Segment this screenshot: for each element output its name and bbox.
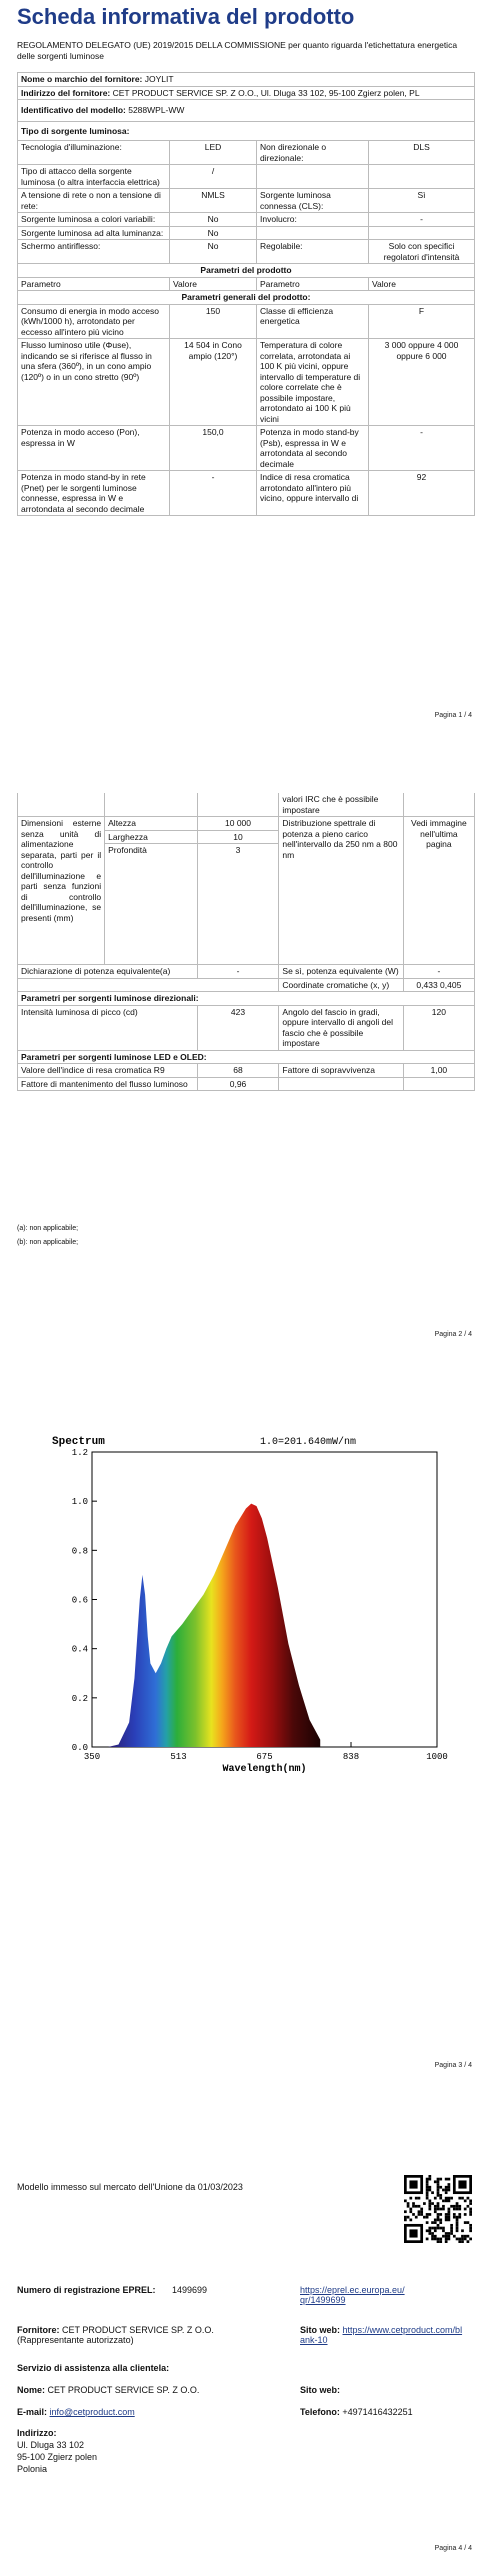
x-tick-label: 838	[342, 1752, 360, 1762]
table-cell: 14 504 in Cono ampio (120°)	[170, 339, 257, 426]
table-cell: DLS	[369, 141, 475, 165]
led-header: Parametri per sorgenti luminose LED e OLED:	[18, 1050, 475, 1064]
y-tick-label: 0.6	[71, 1595, 88, 1606]
params-header: Parametri del prodotto	[18, 264, 475, 278]
table-cell: Non direzionale o direzionale:	[257, 141, 369, 165]
table-cell: Dimensioni esterne senza unità di alimentazione separata, parti per il controllo dell'illuminazione e parti senza funzioni di controllo dell'illuminazione, se presenti (mm)	[18, 817, 105, 965]
table-cell: Solo con specifici regolatori d'intensità	[369, 240, 475, 264]
table-cell: Angolo del fascio in gradi, oppure intervallo di angoli del fascio che è possibile impostare	[279, 1005, 403, 1050]
table-cell: Coordinate cromatiche (x, y)	[279, 978, 403, 992]
market-line: Modello immesso sul mercato dell'Unione da 01/03/2023	[17, 2182, 243, 2192]
table-cell: Se sì, potenza equivalente (W)	[279, 965, 403, 979]
table-cell: Tecnologia d'illuminazione:	[18, 141, 170, 165]
spectrum-area	[92, 1452, 437, 1747]
column-header: Parametro	[257, 277, 369, 291]
addr-label: Indirizzo:	[17, 2428, 57, 2438]
table-cell: -	[170, 471, 257, 516]
chart-title: Spectrum	[52, 1436, 105, 1448]
x-tick-label: 675	[256, 1752, 273, 1762]
y-tick-label: 0.2	[71, 1693, 88, 1704]
page-3	[0, 1430, 482, 2080]
page-1	[0, 0, 482, 725]
table-cell: 150	[170, 304, 257, 339]
table-cell: Classe di efficienza energetica	[257, 304, 369, 339]
addr-line-1: Ul. Dluga 33 102	[17, 2440, 85, 2450]
dimensions-table	[17, 793, 475, 1091]
table-cell: valori IRC che è possibile impostare	[279, 793, 403, 817]
directional-header: Parametri per sorgenti luminose direzionali:	[18, 992, 475, 1006]
column-header: Parametro	[18, 277, 170, 291]
table-cell: Sorgente luminosa connessa (CLS):	[257, 189, 369, 213]
table-cell: A tensione di rete o non a tensione di rete:	[18, 189, 170, 213]
table-cell: Temperatura di colore correlata, arrotondata ai 100 K più vicini, oppure intervallo di temperature di colore correlate che è possibile impostare, arrotondato ai 100 K più vicini	[257, 339, 369, 426]
site-label: Sito web:	[300, 2325, 340, 2335]
table-cell: Fattore di sopravvivenza	[279, 1064, 403, 1078]
table-cell: No	[170, 213, 257, 227]
table-cell: Sorgente luminosa a colori variabili:	[18, 213, 170, 227]
column-header: Valore	[170, 277, 257, 291]
brand-label: Nome o marchio del fornitore:	[21, 74, 143, 84]
table-cell: Larghezza	[105, 830, 197, 844]
eprel-label: Numero di registrazione EPREL:	[17, 2285, 156, 2295]
table-cell: Sì	[369, 189, 475, 213]
brand-value: JOYLIT	[144, 74, 174, 84]
footnote-a: (a): non applicabile;	[17, 1225, 79, 1232]
table-cell: Regolabile:	[257, 240, 369, 264]
table-cell: No	[170, 226, 257, 240]
table-cell: Fattore di mantenimento del flusso luminoso	[18, 1077, 198, 1091]
table-cell: 150,0	[170, 426, 257, 471]
table-cell: -	[403, 965, 474, 979]
service-header: Servizio di assistenza alla clientela:	[17, 2363, 170, 2373]
name-value: CET PRODUCT SERVICE SP. Z O.O.	[47, 2385, 200, 2395]
table-cell: -	[197, 965, 279, 979]
email-link[interactable]: info@cetproduct.com	[49, 2407, 135, 2417]
table-cell: Potenza in modo stand-by in rete (Pnet) per le sorgenti luminose connesse, espressa in W e arrotondata al secondo decimale	[18, 471, 170, 516]
source-type-header: Tipo di sorgente luminosa:	[18, 121, 475, 141]
table-cell: 10 000	[197, 817, 279, 831]
table-cell: 423	[197, 1005, 279, 1050]
page-number: Pagina 1 / 4	[434, 712, 472, 719]
x-tick-label: 513	[170, 1752, 187, 1762]
table-cell: Indice di resa cromatica arrotondato all'intero più vicino, oppure intervallo di	[257, 471, 369, 516]
table-cell: 0,96	[197, 1077, 279, 1091]
phone-label: Telefono:	[300, 2407, 340, 2417]
table-cell: 10	[197, 830, 279, 844]
site2-label: Sito web:	[300, 2385, 340, 2395]
table-cell: Potenza in modo acceso (Pon), espressa in W	[18, 426, 170, 471]
table-cell: Vedi immagine nell'ultima pagina	[403, 817, 474, 965]
column-header: Valore	[369, 277, 475, 291]
table-cell: Altezza	[105, 817, 197, 831]
table-cell: Consumo di energia in modo acceso (kWh/1000 h), arrotondato per eccesso all'intero più vicino	[18, 304, 170, 339]
qr-code-icon	[404, 2175, 472, 2243]
spectrum-chart	[52, 1430, 452, 1780]
table-cell: NMLS	[170, 189, 257, 213]
addr-line-3: Polonia	[17, 2464, 48, 2474]
eprel-link[interactable]: https://eprel.ec.europa.eu/qr/1499699	[300, 2285, 405, 2305]
site-link[interactable]: https://www.cetproduct.com/blank-10	[300, 2325, 463, 2345]
phone-value: +4971416432251	[342, 2407, 413, 2417]
table-cell: Schermo antiriflesso:	[18, 240, 170, 264]
table-cell: 3	[197, 844, 279, 965]
model-value: 5288WPL-WW	[128, 105, 185, 115]
name-label: Nome:	[17, 2385, 46, 2395]
table-cell: Potenza in modo stand-by (Psb), espressa in W e arrotondata al secondo decimale	[257, 426, 369, 471]
eprel-value: 1499699	[172, 2285, 208, 2295]
table-cell: Profondità	[105, 844, 197, 965]
table-cell: Sorgente luminosa ad alta luminanza:	[18, 226, 170, 240]
page-2	[0, 793, 482, 1353]
table-cell: F	[369, 304, 475, 339]
supplier-label: Fornitore:	[17, 2325, 60, 2335]
x-tick-label: 1000	[426, 1752, 448, 1762]
table-cell: Distribuzione spettrale di potenza a pieno carico nell'intervallo da 250 nm a 800 nm	[279, 817, 403, 965]
table-cell: 120	[403, 1005, 474, 1050]
y-tick-label: 1.2	[71, 1448, 88, 1458]
table-cell: Tipo di attacco della sorgente luminosa (o altra interfaccia elettrica)	[18, 165, 170, 189]
page-number: Pagina 3 / 4	[434, 2062, 472, 2069]
supplier-value: CET PRODUCT SERVICE SP. Z O.O. (Rappresentante autorizzato)	[17, 2325, 214, 2345]
x-axis-label: Wavelength(nm)	[222, 1764, 307, 1775]
footnote-b: (b): non applicabile;	[17, 1239, 79, 1246]
table-cell: -	[369, 426, 475, 471]
table-cell: 1,00	[403, 1064, 474, 1078]
table-cell: Dichiarazione di potenza equivalente(a)	[18, 965, 198, 979]
table-cell: Involucro:	[257, 213, 369, 227]
address-value: CET PRODUCT SERVICE SP. Z O.O., Ul. Dluga 33 102, 95-100 Zgierz polen, PL	[112, 87, 420, 98]
table-cell: 0,433 0,405	[403, 978, 474, 992]
supplier-table	[17, 72, 475, 516]
table-cell: LED	[170, 141, 257, 165]
chart-annotation: 1.0=201.640mW/nm	[260, 1437, 357, 1448]
y-tick-label: 1.0	[71, 1497, 88, 1508]
page-number: Pagina 2 / 4	[434, 1331, 472, 1338]
address-label: Indirizzo del fornitore:	[21, 87, 111, 98]
table-cell: 68	[197, 1064, 279, 1078]
table-cell: 3 000 oppure 4 000 oppure 6 000	[369, 339, 475, 426]
table-cell: /	[170, 165, 257, 189]
document-title: Scheda informativa del prodotto	[17, 4, 355, 29]
regulation-text: REGOLAMENTO DELEGATO (UE) 2019/2015 DELLA COMMISSIONE per quanto riguarda l'etichettatura energetica delle sorgenti luminose	[17, 40, 458, 61]
general-header: Parametri generali del prodotto:	[18, 291, 475, 305]
page-number: Pagina 4 / 4	[434, 2545, 472, 2552]
y-tick-label: 0.4	[71, 1644, 88, 1655]
x-tick-label: 350	[83, 1752, 101, 1762]
table-cell: 92	[369, 471, 475, 516]
y-tick-label: 0.0	[71, 1743, 88, 1753]
table-cell: Flusso luminoso utile (Φuse), indicando se si riferisce al flusso in una sfera (360º), in un cono ampio (120º) o in un cono stretto (90º)	[18, 339, 170, 426]
page-4	[0, 2160, 482, 2560]
table-cell: No	[170, 240, 257, 264]
table-cell: Intensità luminosa di picco (cd)	[18, 1005, 198, 1050]
model-label: Identificativo del modello:	[21, 105, 126, 115]
y-tick-label: 0.8	[71, 1546, 88, 1557]
addr-line-2: 95-100 Zgierz polen	[17, 2452, 98, 2462]
email-label: E-mail:	[17, 2407, 48, 2417]
table-cell: -	[369, 213, 475, 227]
table-cell: Valore dell'indice di resa cromatica R9	[18, 1064, 198, 1078]
